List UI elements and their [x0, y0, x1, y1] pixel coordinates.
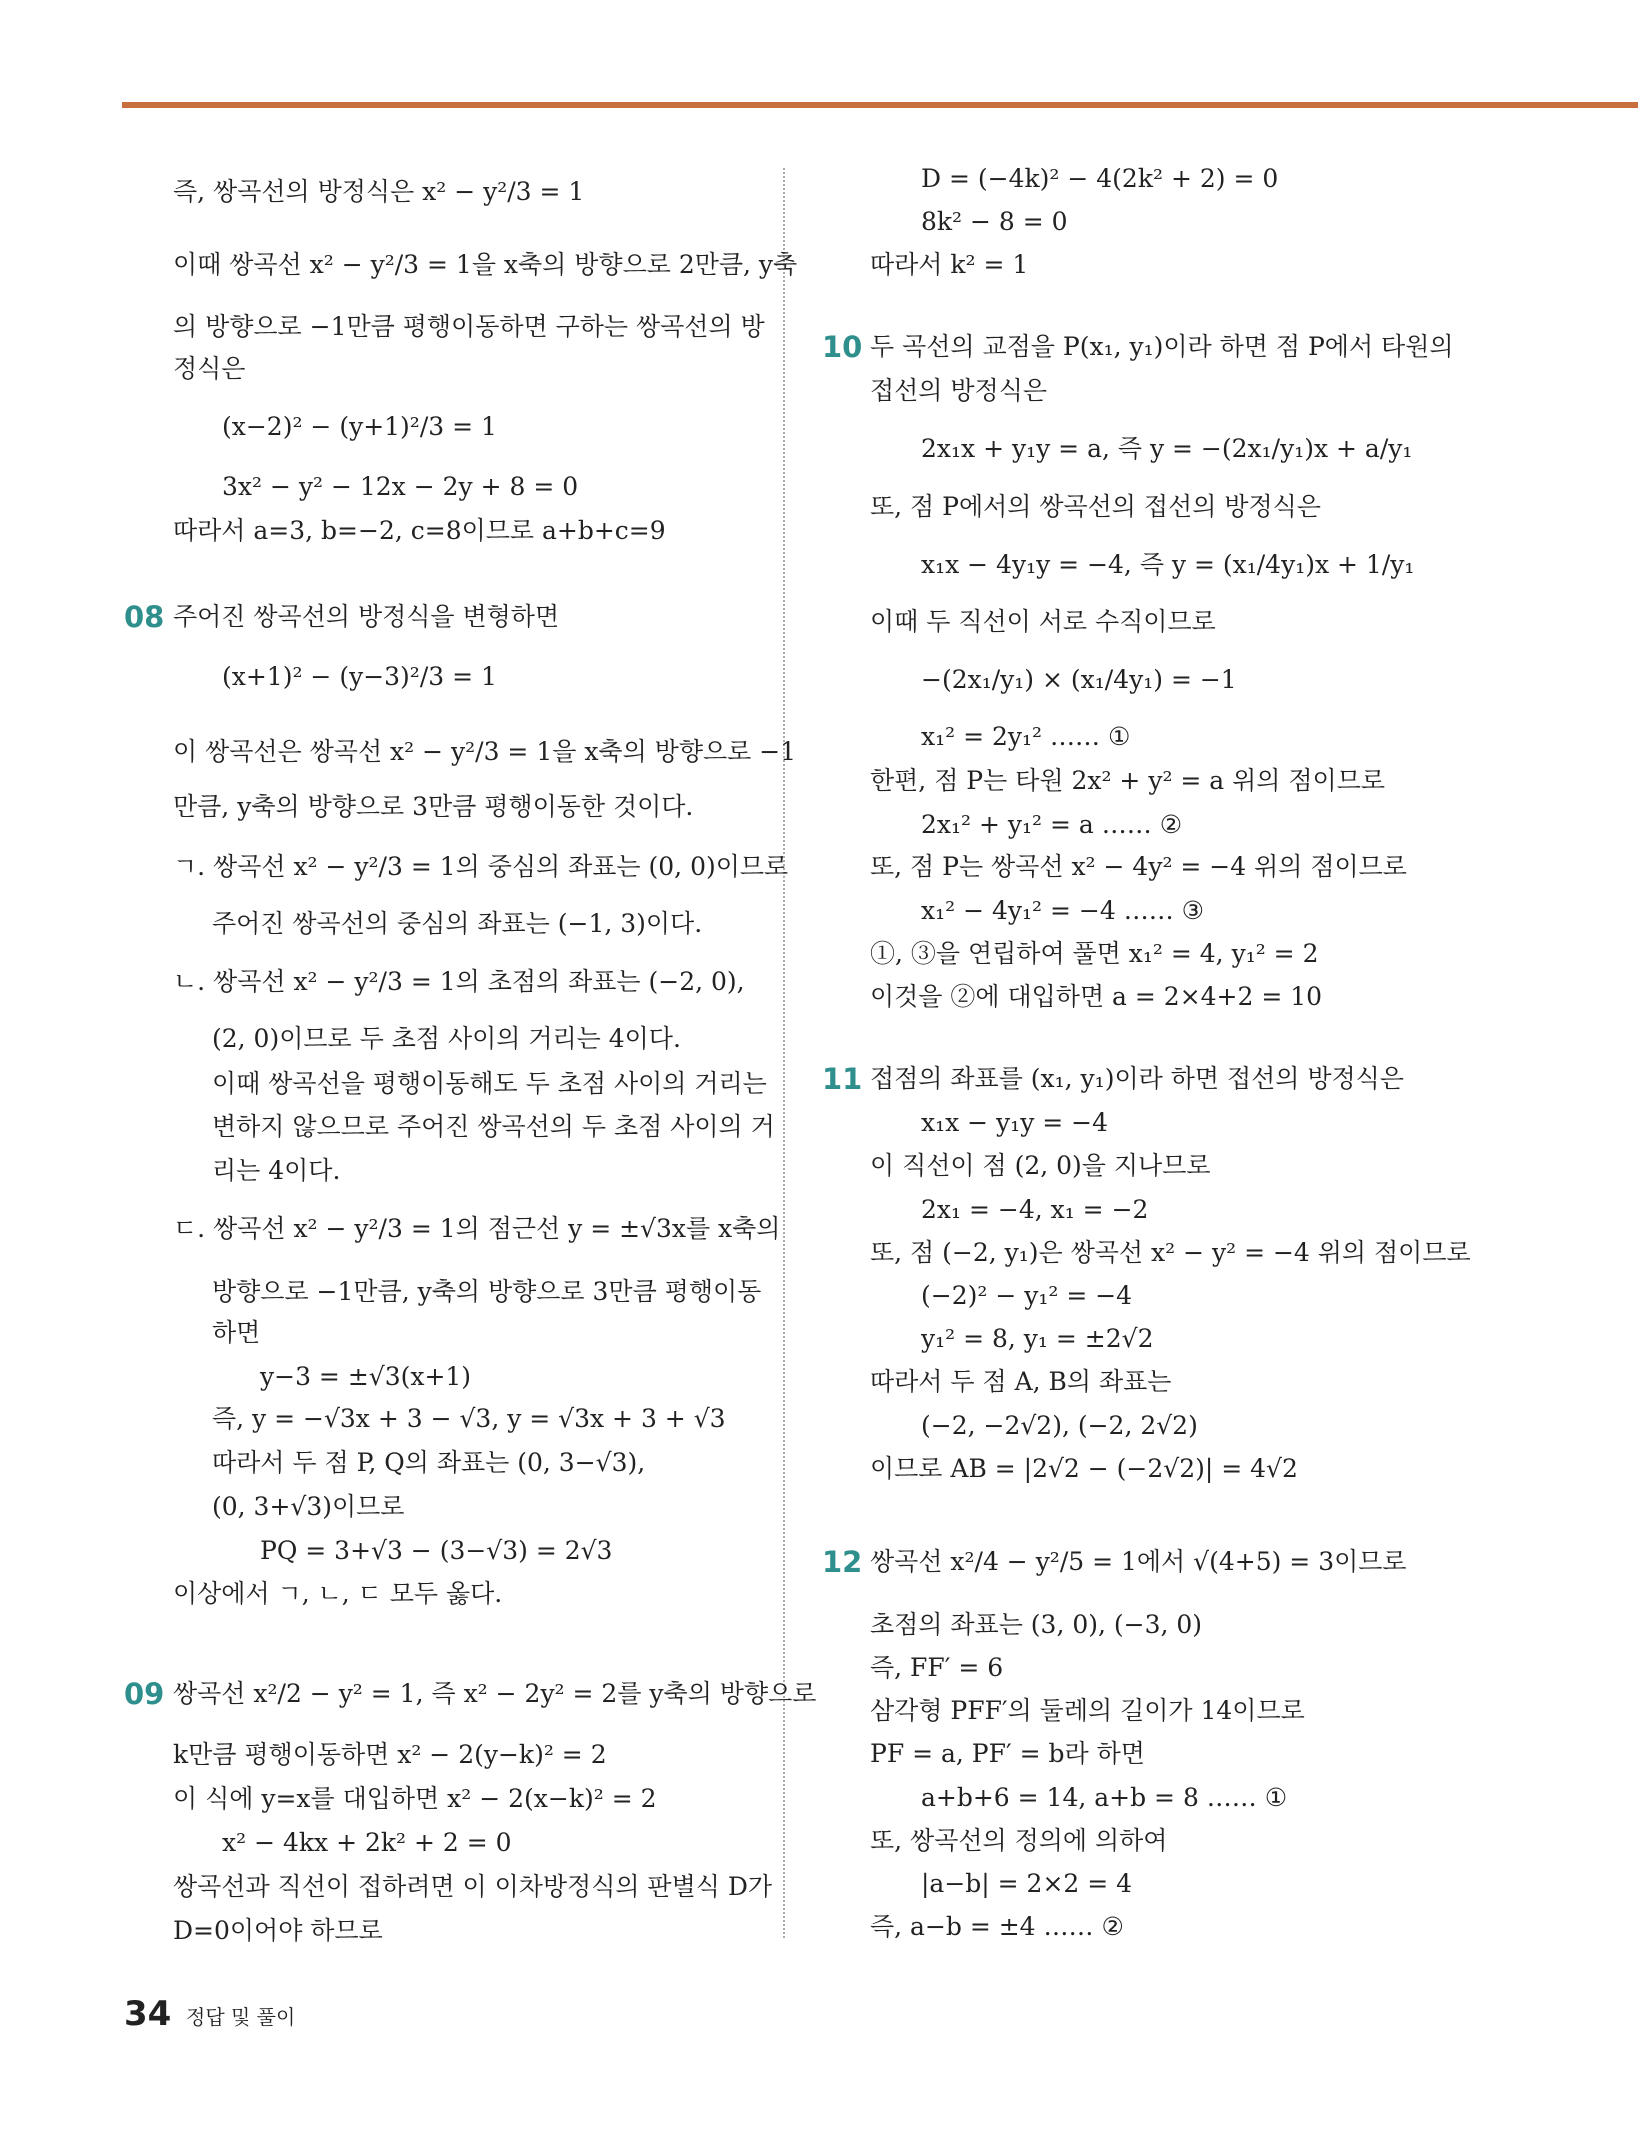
problem-number: 08 — [124, 600, 165, 634]
equation-line: 2x₁² + y₁² = a …… ② — [921, 810, 1183, 839]
text-line: 만큼, y축의 방향으로 3만큼 평행이동한 것이다. — [173, 792, 694, 821]
text-line: ㄴ. 쌍곡선 x² − y²/3 = 1의 초점의 좌표는 (−2, 0), — [173, 967, 745, 996]
text-line: 한편, 점 P는 타원 2x² + y² = a 위의 점이므로 — [870, 766, 1386, 795]
text-line: 또, 점 P에서의 쌍곡선의 접선의 방정식은 — [870, 492, 1321, 521]
page-number: 34 — [124, 1994, 172, 2034]
equation-line: −(2x₁/y₁) × (x₁/4y₁) = −1 — [921, 665, 1237, 694]
text-line: 이 직선이 점 (2, 0)을 지나므로 — [870, 1151, 1211, 1180]
text-line: 두 곡선의 교점을 P(x₁, y₁)이라 하면 점 P에서 타원의 — [870, 332, 1454, 361]
problem-number: 09 — [124, 1677, 165, 1711]
equation-line: 2x₁ = −4, x₁ = −2 — [921, 1195, 1149, 1224]
equation-line: x₁² − 4y₁² = −4 …… ③ — [921, 896, 1205, 925]
equation-line: (x−2)² − (y+1)²/3 = 1 — [222, 412, 497, 441]
equation-line: D = (−4k)² − 4(2k² + 2) = 0 — [921, 164, 1279, 193]
text-line: 또, 쌍곡선의 정의에 의하여 — [870, 1826, 1168, 1855]
equation-line: a+b+6 = 14, a+b = 8 …… ① — [921, 1783, 1288, 1812]
equation-line: x₁x − 4y₁y = −4, 즉 y = (x₁/4y₁)x + 1/y₁ — [921, 550, 1415, 579]
text-line: 따라서 k² = 1 — [870, 250, 1029, 279]
text-line: 이 쌍곡선은 쌍곡선 x² − y²/3 = 1을 x축의 방향으로 −1 — [173, 737, 797, 766]
text-line: 접점의 좌표를 (x₁, y₁)이라 하면 접선의 방정식은 — [870, 1064, 1404, 1093]
text-line: D=0이어야 하므로 — [173, 1916, 383, 1945]
text-line: 주어진 쌍곡선의 방정식을 변형하면 — [173, 602, 560, 631]
text-line: 초점의 좌표는 (3, 0), (−3, 0) — [870, 1610, 1203, 1639]
equation-line: (−2)² − y₁² = −4 — [921, 1281, 1133, 1310]
equation-line: x² − 4kx + 2k² + 2 = 0 — [222, 1828, 512, 1857]
equation-line: (x+1)² − (y−3)²/3 = 1 — [222, 662, 497, 691]
text-line: 쌍곡선 x²/4 − y²/5 = 1에서 √(4+5) = 3이므로 — [870, 1547, 1407, 1576]
text-line: 변하지 않으므로 주어진 쌍곡선의 두 초점 사이의 거 — [212, 1112, 775, 1141]
text-line: 이때 쌍곡선을 평행이동해도 두 초점 사이의 거리는 — [212, 1069, 767, 1098]
text-line: ㄱ. 쌍곡선 x² − y²/3 = 1의 중심의 좌표는 (0, 0)이므로 — [173, 852, 789, 881]
text-line: 또, 점 (−2, y₁)은 쌍곡선 x² − y² = −4 위의 점이므로 — [870, 1238, 1471, 1267]
text-line: 이때 두 직선이 서로 수직이므로 — [870, 607, 1216, 636]
text-line: 쌍곡선 x²/2 − y² = 1, 즉 x² − 2y² = 2를 y축의 방향으로 — [173, 1679, 817, 1708]
text-line: (2, 0)이므로 두 초점 사이의 거리는 4이다. — [212, 1024, 681, 1053]
text-line: 쌍곡선과 직선이 접하려면 이 이차방정식의 판별식 D가 — [173, 1872, 773, 1901]
text-line: 삼각형 PFF′의 둘레의 길이가 14이므로 — [870, 1696, 1305, 1725]
text-line: ㄷ. 쌍곡선 x² − y²/3 = 1의 점근선 y = ±√3x를 x축의 — [173, 1214, 781, 1243]
footer-label: 정답 및 풀이 — [186, 2005, 296, 2029]
text-line: 즉, a−b = ±4 …… ② — [870, 1912, 1124, 1941]
equation-line: y−3 = ±√3(x+1) — [260, 1362, 472, 1391]
text-line: 이때 쌍곡선 x² − y²/3 = 1을 x축의 방향으로 2만큼, y축 — [173, 250, 798, 279]
equation-line: |a−b| = 2×2 = 4 — [921, 1869, 1133, 1898]
equation-line: 즉, y = −√3x + 3 − √3, y = √3x + 3 + √3 — [212, 1404, 726, 1433]
column-divider — [783, 168, 785, 1938]
equation-line: 3x² − y² − 12x − 2y + 8 = 0 — [222, 472, 579, 501]
text-line: 주어진 쌍곡선의 중심의 좌표는 (−1, 3)이다. — [212, 909, 703, 938]
text-line: PF = a, PF′ = b라 하면 — [870, 1739, 1145, 1768]
text-line: 이므로 AB = |2√2 − (−2√2)| = 4√2 — [870, 1454, 1298, 1483]
problem-number: 10 — [822, 330, 863, 364]
equation-line: y₁² = 8, y₁ = ±2√2 — [921, 1324, 1154, 1353]
text-line: 이상에서 ㄱ, ㄴ, ㄷ 모두 옳다. — [173, 1579, 503, 1608]
text-line: 방향으로 −1만큼, y축의 방향으로 3만큼 평행이동 — [212, 1277, 762, 1306]
equation-line: 2x₁x + y₁y = a, 즉 y = −(2x₁/y₁)x + a/y₁ — [921, 434, 1413, 463]
equation-line: 8k² − 8 = 0 — [921, 207, 1068, 236]
problem-number: 11 — [822, 1062, 863, 1096]
text-line: (0, 3+√3)이므로 — [212, 1492, 405, 1521]
equation-line: PQ = 3+√3 − (3−√3) = 2√3 — [260, 1536, 613, 1565]
text-line: 리는 4이다. — [212, 1156, 341, 1185]
text-line: 접선의 방정식은 — [870, 376, 1047, 405]
text-line: k만큼 평행이동하면 x² − 2(y−k)² = 2 — [173, 1740, 607, 1769]
problem-number: 12 — [822, 1545, 863, 1579]
equation-line: x₁² = 2y₁² …… ① — [921, 722, 1131, 751]
text-line: 따라서 두 점 P, Q의 좌표는 (0, 3−√3), — [212, 1448, 646, 1477]
text-line: 즉, FF′ = 6 — [870, 1653, 1004, 1682]
text-line: 또, 점 P는 쌍곡선 x² − 4y² = −4 위의 점이므로 — [870, 852, 1407, 881]
equation-line: (−2, −2√2), (−2, 2√2) — [921, 1411, 1198, 1440]
text-line: 이 식에 y=x를 대입하면 x² − 2(x−k)² = 2 — [173, 1784, 657, 1813]
header-rule — [122, 102, 1638, 108]
text-line: 즉, 쌍곡선의 방정식은 x² − y²/3 = 1 — [173, 177, 585, 206]
text-line: ①, ③을 연립하여 풀면 x₁² = 4, y₁² = 2 — [870, 939, 1319, 968]
text-line: 따라서 a=3, b=−2, c=8이므로 a+b+c=9 — [173, 516, 666, 545]
equation-line: x₁x − y₁y = −4 — [921, 1108, 1109, 1137]
text-line: 따라서 두 점 A, B의 좌표는 — [870, 1367, 1172, 1396]
text-line: 의 방향으로 −1만큼 평행이동하면 구하는 쌍곡선의 방 — [173, 312, 765, 341]
text-line: 하면 — [212, 1318, 261, 1347]
text-line: 정식은 — [173, 354, 246, 383]
text-line: 이것을 ②에 대입하면 a = 2×4+2 = 10 — [870, 982, 1323, 1011]
